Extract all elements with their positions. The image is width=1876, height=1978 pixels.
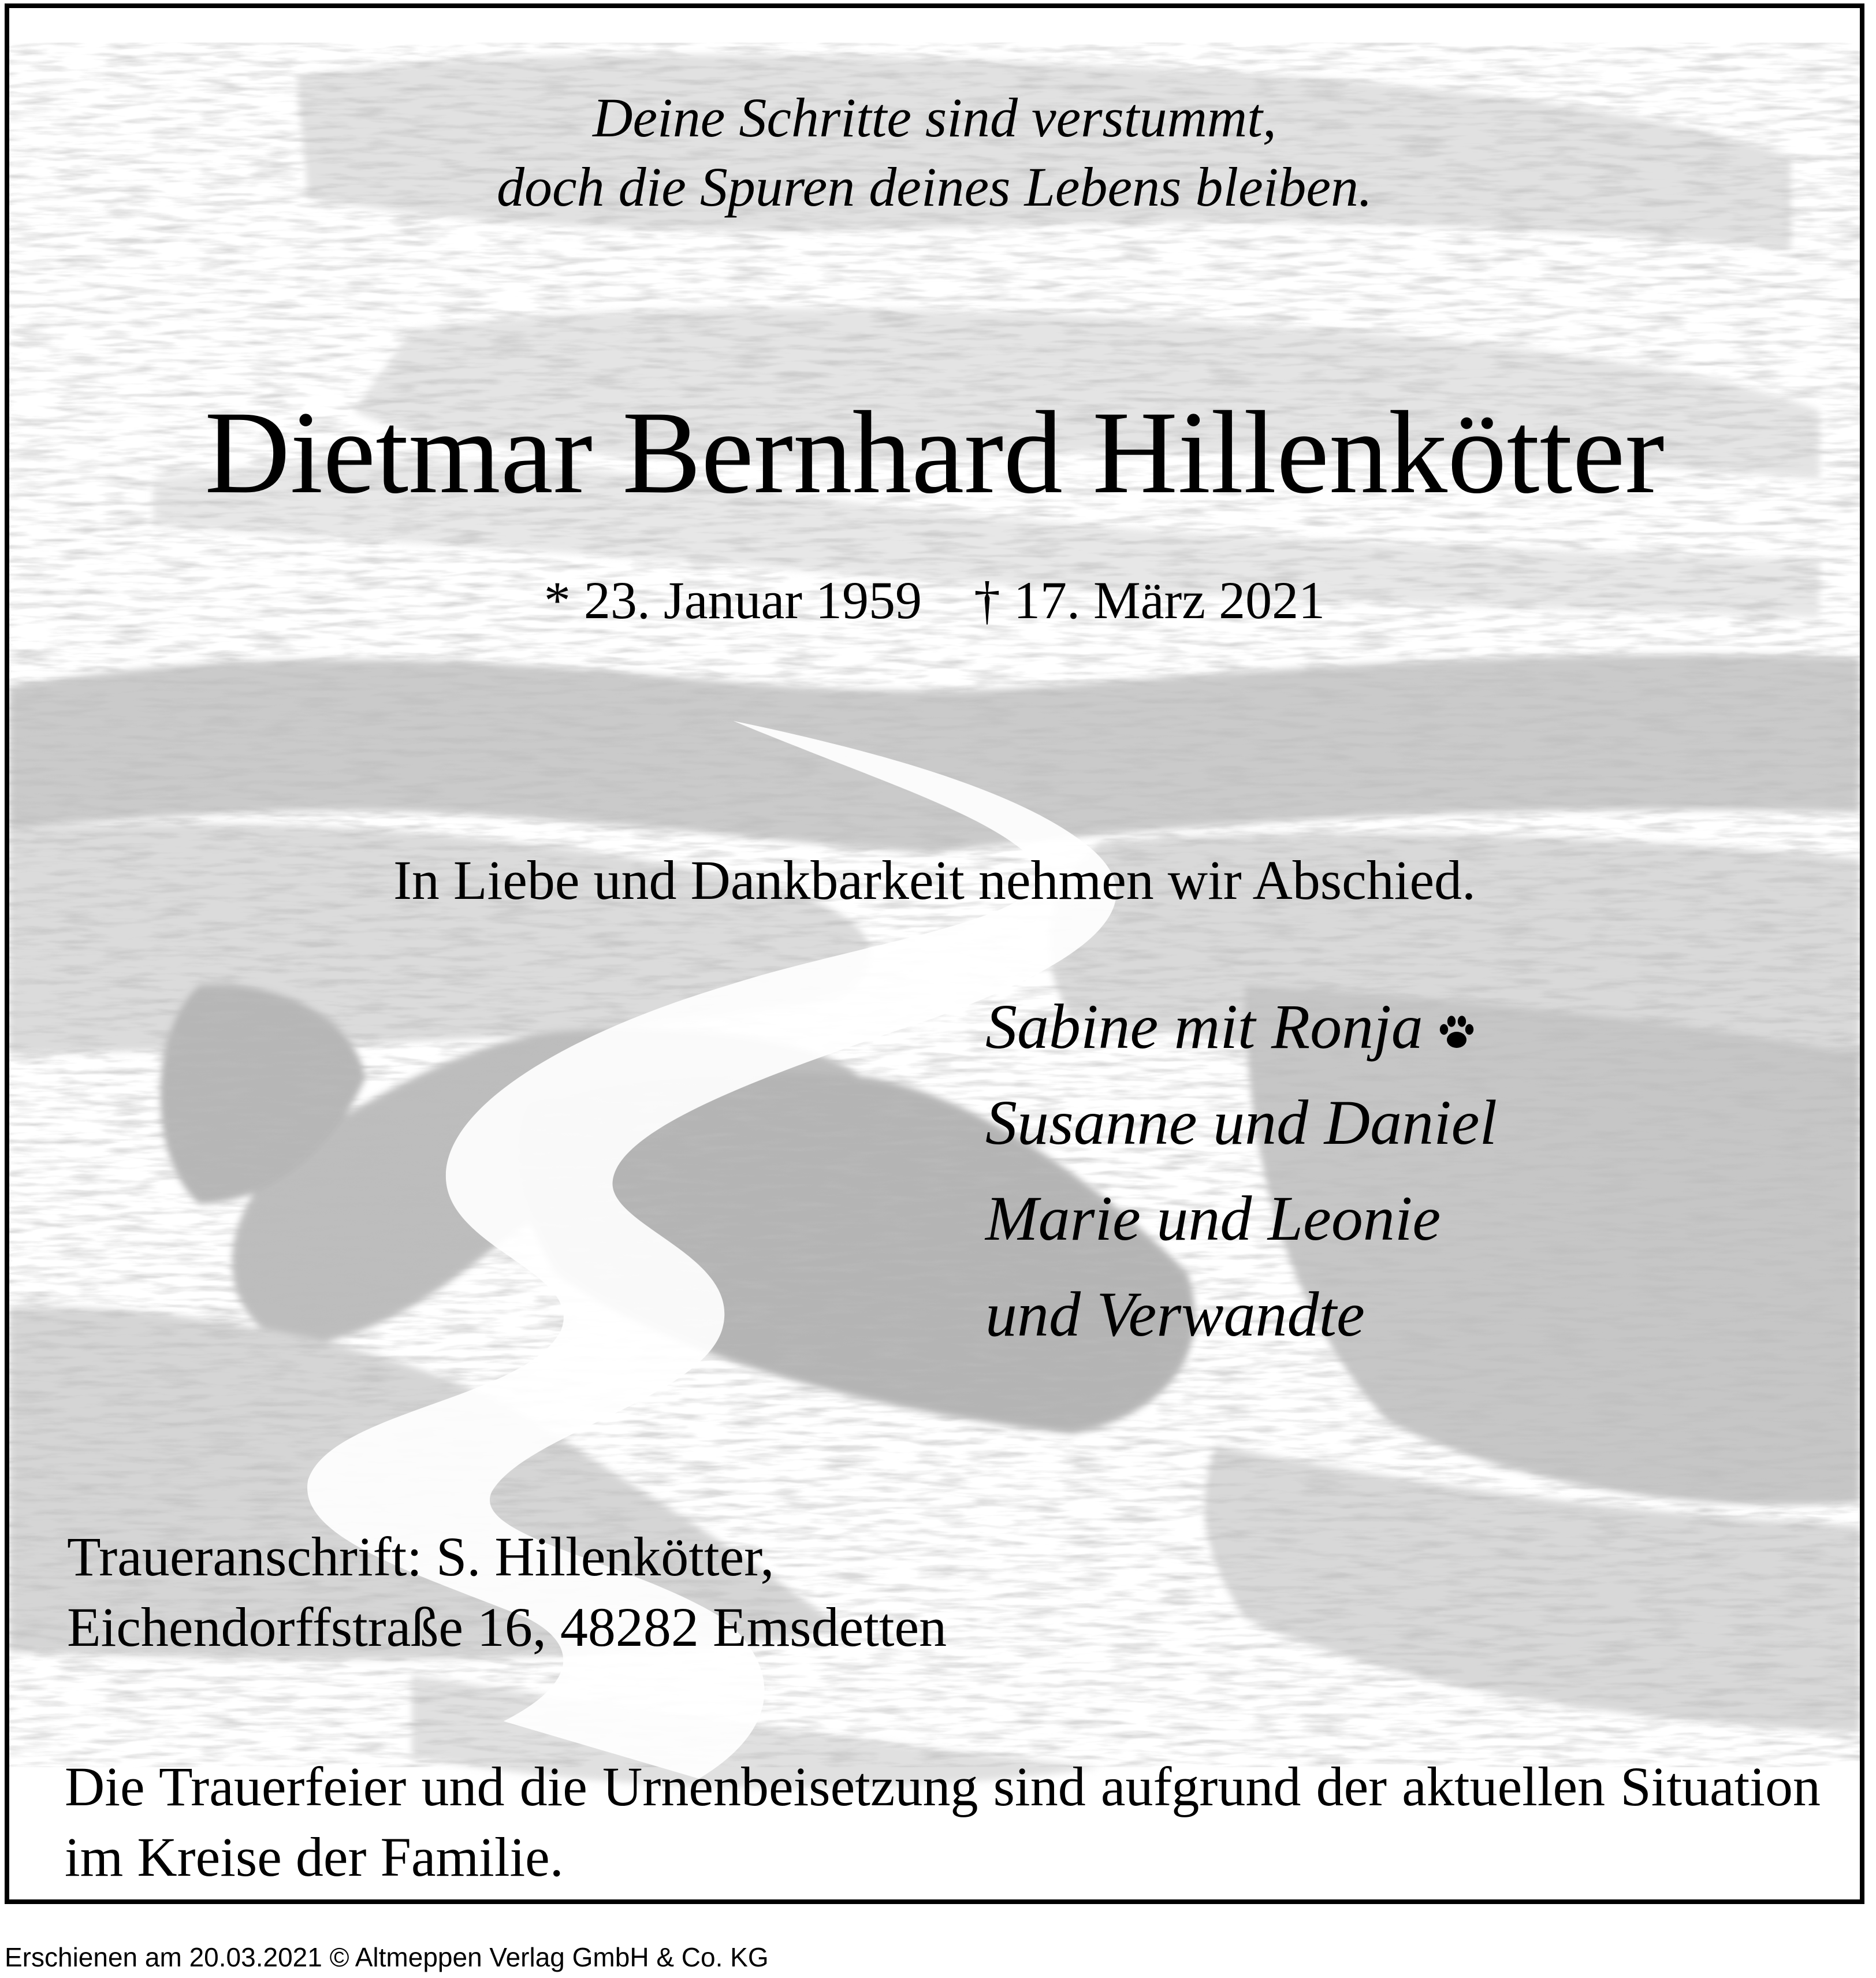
motto-line-1: Deine Schritte sind verstummt,	[593, 87, 1276, 148]
birth-date: * 23. Januar 1959	[544, 571, 922, 630]
publication-footer: Erschienen am 20.03.2021 © Altmeppen Verlag GmbH & Co. KG	[5, 1942, 769, 1972]
mourning-address-line-2: Eichendorffstraße 16, 48282 Emsdetten	[67, 1596, 947, 1658]
life-dates	[9, 568, 1860, 632]
family-member-1-text: Sabine mit Ronja	[985, 991, 1423, 1062]
ceremony-notice: Die Trauerfeier und die Urnenbeisetzung sind aufgrund der aktuellen Situation im Kreise der Familie.	[65, 1756, 1821, 1888]
farewell-line: In Liebe und Dankbarkeit nehmen wir Abschied.	[393, 849, 1476, 911]
mourning-address-line-1: Traueranschrift: S. Hillenkötter,	[67, 1526, 775, 1587]
obituary-notice	[5, 3, 1864, 1904]
motto-line-2: doch die Spuren deines Lebens bleiben.	[496, 156, 1373, 218]
death-date: † 17. März 2021	[974, 571, 1326, 630]
family-member-2: Susanne und Daniel	[985, 1087, 1498, 1158]
family-member-4: und Verwandte	[985, 1279, 1365, 1349]
family-member-3: Marie und Leonie	[985, 1183, 1441, 1254]
family-member-1	[985, 979, 1480, 1081]
deceased-name: Dietmar Bernhard Hillenkötter	[204, 387, 1665, 518]
paw-print-icon	[1434, 986, 1480, 1081]
